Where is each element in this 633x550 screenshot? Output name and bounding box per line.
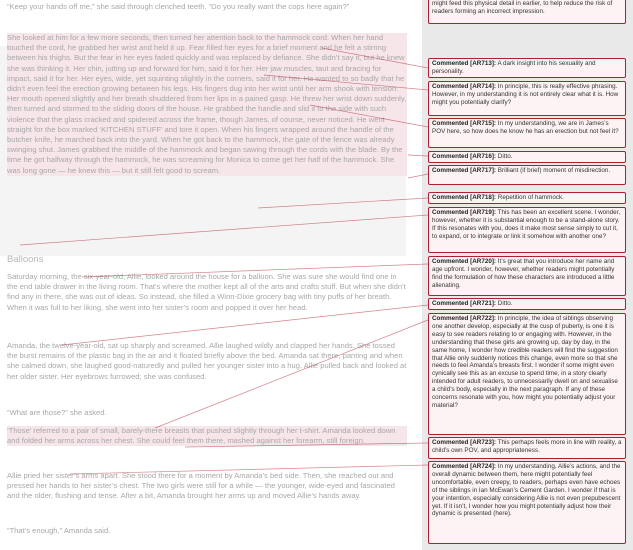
comment-ar724[interactable] xyxy=(428,461,626,544)
paragraph-allie-pried[interactable]: Allie pried her sister’s arms apart. She stood there for a moment by Amanda’s bed side. Then, she reached out and pressed her hands to her sister’s chest. The two girls were still for a while — the younger, wide-eyed and fascinated and the older, flushing and tense. After a bit, Amanda brought her arms up and moved Allie’s hands away. xyxy=(7,471,395,501)
comment-ar713[interactable] xyxy=(428,58,626,78)
section-heading-balloons[interactable]: Balloons xyxy=(7,254,44,265)
comment-ar721[interactable] xyxy=(428,298,626,310)
comment-text: A dark insight into his sexuality and personality. xyxy=(432,60,596,75)
paragraph-amanda-scream[interactable]: Amanda, the twelve-year-old, sat up sharply and screamed. Allie laughed wildly and clapped her hands. She tossed the burst remains of the plastic bag in the air and it floated briefly above the bed. Amanda sat there, panting and when she calmed down, she laughed good-naturedly and pulled her younger sister into a hug. Allie pulled back and looked at her older sister. Her eyebrows furrowed; she was confused. xyxy=(7,341,407,381)
comment-ref: Commented [AR724]: xyxy=(432,463,497,470)
comment-ar715[interactable] xyxy=(428,118,626,148)
comment-text: Repetition of hammock. xyxy=(497,194,564,201)
comment-text: might feed this physical detail in earlier, to help reduce the risk of readers forming an incorrect impression. xyxy=(432,0,613,15)
comment-ar718[interactable] xyxy=(428,192,626,204)
comment-ref: Commented [AR721]: xyxy=(432,300,497,307)
paragraph-balloon-search[interactable]: Saturday morning, the six-year-old, Allie, looked around the house for a balloon. She was sure she would find one in the end table drawer in the living room. That’s where the mother kept all of the arts and crafts stuff. But when she didn’t find any in there, she was out of ideas. So instead, she filled a Winn-Dixie grocery bag with tiny puffs of her breath. When it was full to her liking, she went into her sister’s room and popped it over her head. xyxy=(7,272,406,312)
comment-ar714[interactable] xyxy=(428,81,626,116)
comment-ref: Commented [AR718]: xyxy=(432,194,497,201)
comment-ref: Commented [AR719]: xyxy=(432,209,497,216)
comment-ref: Commented [AR722]: xyxy=(432,315,497,322)
comment-ref: Commented [AR717]: xyxy=(432,167,497,174)
paragraph-thats-enough[interactable]: “That’s enough,” Amanda said. xyxy=(7,526,111,535)
comment-ref: Commented [AR716]: xyxy=(432,153,497,160)
comment-ref: Commented [AR723]: xyxy=(432,439,497,446)
paragraph-what-are-those[interactable]: “What are those?” she asked. xyxy=(7,408,107,417)
comment-text: Ditto. xyxy=(497,300,513,307)
comment-text: Brilliant (if brief) moment of misdirection. xyxy=(497,167,611,174)
comment-text: It’s great that you introduce her name and age upfront. I wonder, however, whether readers might potentially find the formulation of how these characters are introduced a little alienating. xyxy=(432,258,615,289)
comment-text: In principle, this is really effective phrasing. However, in my understanding it is not entirely clear what it is. How might you potentially clarify? xyxy=(432,83,619,106)
comment-text: This perhaps feels more in line with reality, a child’s own POV, and appropriateness. xyxy=(432,439,622,454)
comment-text: This has been an excellent scene. I wonder, however, whether it is substantial enough to be a stand-alone story. If this resonates with you, does it make most sense simply to cut it, to expand, or to integrate or link it somehow with another one? xyxy=(432,209,621,240)
comment-ref: Commented [AR713]: xyxy=(432,60,497,67)
comment-ar719[interactable] xyxy=(428,207,626,253)
comment-text: In principle, the idea of siblings observing one another develop, especially at the cusp of puberty, is one it is easy to see readers relating to or engaging with. However, in the understanding that these girls are growing up, day by day, in the same home, I wonder how credible readers will find the suggestion that Allie only suddenly notices this change, even more so that she needs to feel Amanda’s breasts first. I wonder if some might even cynically see this as an excuse to spend time, in a story clearly intended for adult readers, to unnecessarily dwell on and sexualise a child’s body, especially in the next paragraph. If any of these concerns resonate with you, how might you potentially adjust your material? xyxy=(432,315,618,409)
comment-ar717[interactable] xyxy=(428,165,626,185)
comment-ar723[interactable] xyxy=(428,437,626,459)
comment-text: In my understanding, Allie’s actions, and the overall dynamic between them, here might potentially feel uncomfortable, even creepy, to readers, perhaps even have echoes of the siblings in Ian McEwan’s Cement Garden. I wonder if that is your intention, especially considering Allie is not even prepubescent yet. If it isn’t, I wonder how you might potentially adjust how their dynamic is presented (here). xyxy=(432,463,621,518)
paragraph-those[interactable]: ‘Those’ referred to a pair of small, barely-there breasts that pushed slightly through her t-shirt. Amanda looked down and folded her arms across her chest. She could feel them there, mashed against her forearm, still foreign. xyxy=(7,426,407,446)
comment-ar722[interactable] xyxy=(428,313,626,435)
comment-ref: Commented [AR720]: xyxy=(432,258,497,265)
comment-text: In my understanding, we are in James’s POV here, so how does he know he has an erection but not feel it? xyxy=(432,120,619,135)
paragraph-hammock-scene[interactable]: She looked at him for a few more seconds, then turned her attention back to the hammock cord. When her hand touched the cord, he grabbed her wrist and held it up. Fear filled her eyes for a brief moment and he felt a stirring between his thighs. But the fear in her eyes faded quickly and was replaced by defiance. She didn’t say it, but he knew she was thinking it. Her chin, jutting up and forward for him, said it for her. Her jaw muscles, taut and bracing for impact, said it for her. Her eyes, wide, yet squinting slightly in the corners, said it for her. He wanted to so badly that he didn’t even feel the erection growing between his legs. His fingers dug into her wrist until her arm shook with tension. Her mouth opened slightly and her breath shuddered from her lips in a pained gasp. He threw her wrist down suddenly, then turned and stormed to the sliding doors of the house. He grabbed the handle and slid it to the side with such violence that the glass cracked and spidered across the frame, though James, of course, never noticed. He went straight for the box marked ‘KITCHEN STUFF’ and tore it open. When his fingers wrapped around the handle of the butcher knife, he marched back into the yard. When he got back to the hammock, the gate of the fence was already swinging shut. James grabbed the middle of the hammock and began sawing through the cords with the blade. By the time he got halfway through the hammock, he was screaming for Monica to come get her half of the hammock. She was long gone — he knew this — but it still felt good to scream. xyxy=(7,33,407,175)
paragraph-dialogue[interactable]: “Keep your hands off me,” she said through clenched teeth. “Do you really want the cops here again?” xyxy=(7,2,350,11)
comment-ar720[interactable] xyxy=(428,256,626,296)
comment-ar716[interactable] xyxy=(428,151,626,163)
comment-ref: Commented [AR714]: xyxy=(432,83,497,90)
comment-text: Ditto. xyxy=(497,153,513,160)
comment-ref: Commented [AR715]: xyxy=(432,120,497,127)
comment-continued[interactable] xyxy=(428,0,626,24)
